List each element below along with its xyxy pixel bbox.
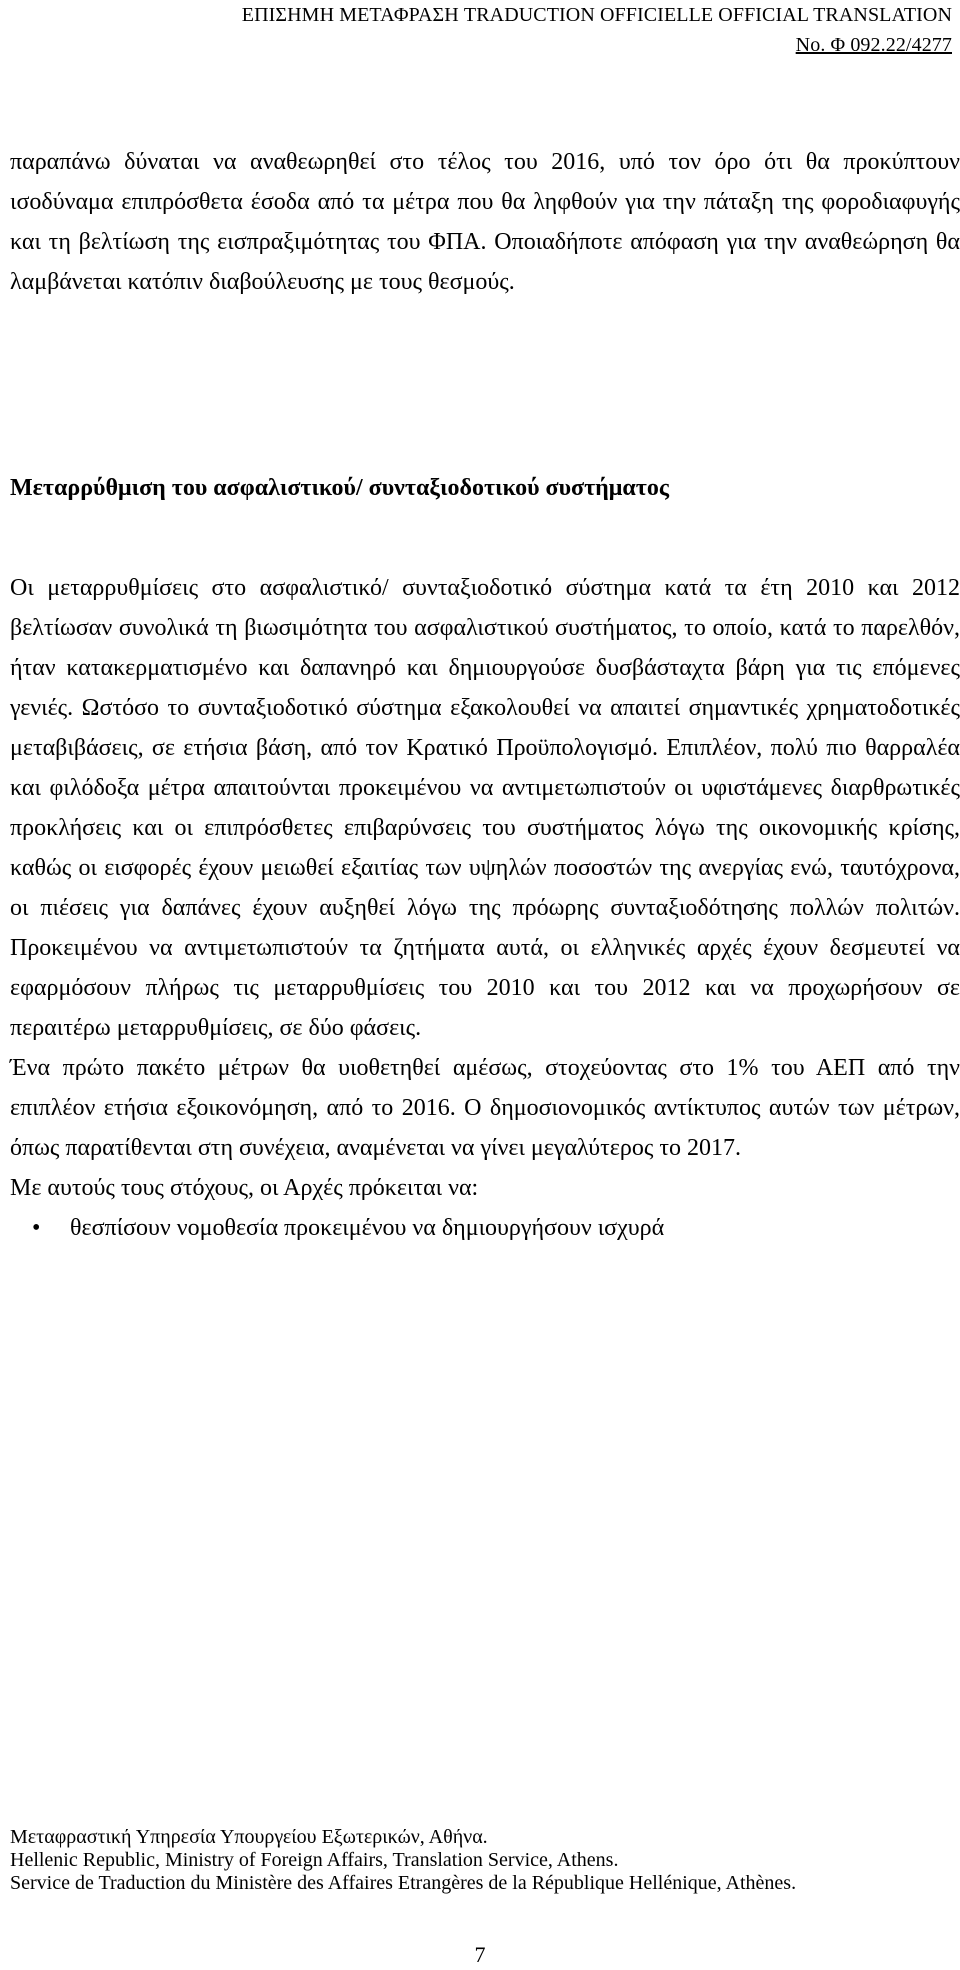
paragraph-targets-intro: Με αυτούς τους στόχους, οι Αρχές πρόκειται να: (10, 1175, 479, 1201)
list-item-text: θεσπίσουν νομοθεσία προκειμένου να δημιουργήσουν ισχυρά (70, 1215, 665, 1241)
section-heading: Μεταρρύθμιση του ασφαλιστικού/ συνταξιοδοτικού συστήματος (10, 475, 669, 501)
section-body (10, 568, 960, 1248)
footer-line-french: Service de Traduction du Ministère des Affaires Etrangères de la République Hellénique, Athènes. (10, 1872, 797, 1894)
document-footer (10, 1826, 950, 1895)
document-number: No. Φ 092.22/4277 (795, 34, 952, 56)
paragraph-first-package: Ένα πρώτο πακέτο μέτρων θα υιοθετηθεί αμέσως, στοχεύοντας στο 1% του ΑΕΠ από την επιπλέον ετήσια εξοικονόμηση, από το 2016. Ο δημοσιονομικός αντίκτυπος αυτών των μέτρων, όπως παρατίθενται στη συνέχεια, αναμένεται να γίνει μεγαλύτερος το 2017. (10, 1055, 960, 1161)
document-header (242, 0, 952, 60)
paragraph-vat-revision (10, 142, 960, 302)
paragraph-pension-reforms: Οι μεταρρυθμίσεις στο ασφαλιστικό/ συνταξιοδοτικό σύστημα κατά τα έτη 2010 και 2012 βελτίωσαν συνολικά τη βιωσιμότητα του ασφαλιστικού συστήματος, το οποίο, κατά το παρελθόν, ήταν κατακερματισμένο και δαπανηρό και δημιουργούσε δυσβάσταχτα βάρη για τις επόμενες γενιές. Ωστόσο το συνταξιοδοτικό σύστημα εξακολουθεί να απαιτεί σημαντικές χρηματοδοτικές μεταβιβάσεις, σε ετήσια βάση, από τον Κρατικό Προϋπολογισμό. Επιπλέον, πολύ πιο θαρραλέα και φιλόδοξα μέτρα απαιτούνται προκειμένου να αντιμετωπιστούν οι υφιστάμενες διαρθρωτικές προκλήσεις και οι επιπρόσθετες επιβαρύνσεις του συστήματος λόγω της οικονομικής κρίσης, καθώς οι εισφορές έχουν μειωθεί εξαιτίας των υψηλών ποσοστών της ανεργίας ενώ, ταυτόχρονα, οι πιέσεις για δαπάνες έχουν αυξηθεί λόγω της πρόωρης συνταξιοδότησης πολλών πολιτών. Προκειμένου να αντιμετωπιστούν τα ζητήματα αυτά, οι ελληνικές αρχές έχουν δεσμευτεί να εφαρμόσουν πλήρως τις μεταρρυθμίσεις του 2010 και του 2012 και να προχωρήσουν σε περαιτέρω μεταρρυθμίσεις, σε δύο φάσεις. (10, 575, 960, 1041)
list-item (10, 1208, 960, 1248)
paragraph-text: παραπάνω δύναται να αναθεωρηθεί στο τέλος του 2016, υπό τον όρο ότι θα προκύπτουν ισοδύναμα επιπρόσθετα έσοδα από τα μέτρα που θα ληφθούν για την πάταξη της φοροδιαφυγής και τη βελτίωση της εισπραξιμότητας του ΦΠΑ. Οποιαδήποτε απόφαση για την αναθεώρηση θα λαμβάνεται κατόπιν διαβούλευσης με τους θεσμούς. (10, 149, 960, 295)
page-number: 7 (474, 1942, 486, 1967)
bullet-marker: • (32, 1215, 41, 1241)
footer-line-english: Hellenic Republic, Ministry of Foreign Affairs, Translation Service, Athens. (10, 1849, 619, 1871)
official-translation-title: ΕΠΙΣΗΜΗ ΜΕΤΑΦΡΑΣΗ TRADUCTION OFFICIELLE OFFICIAL TRANSLATION (241, 4, 952, 26)
measures-list (10, 1208, 960, 1248)
footer-line-greek: Μεταφραστική Υπηρεσία Υπουργείου Εξωτερικών, Αθήνα. (10, 1826, 488, 1848)
